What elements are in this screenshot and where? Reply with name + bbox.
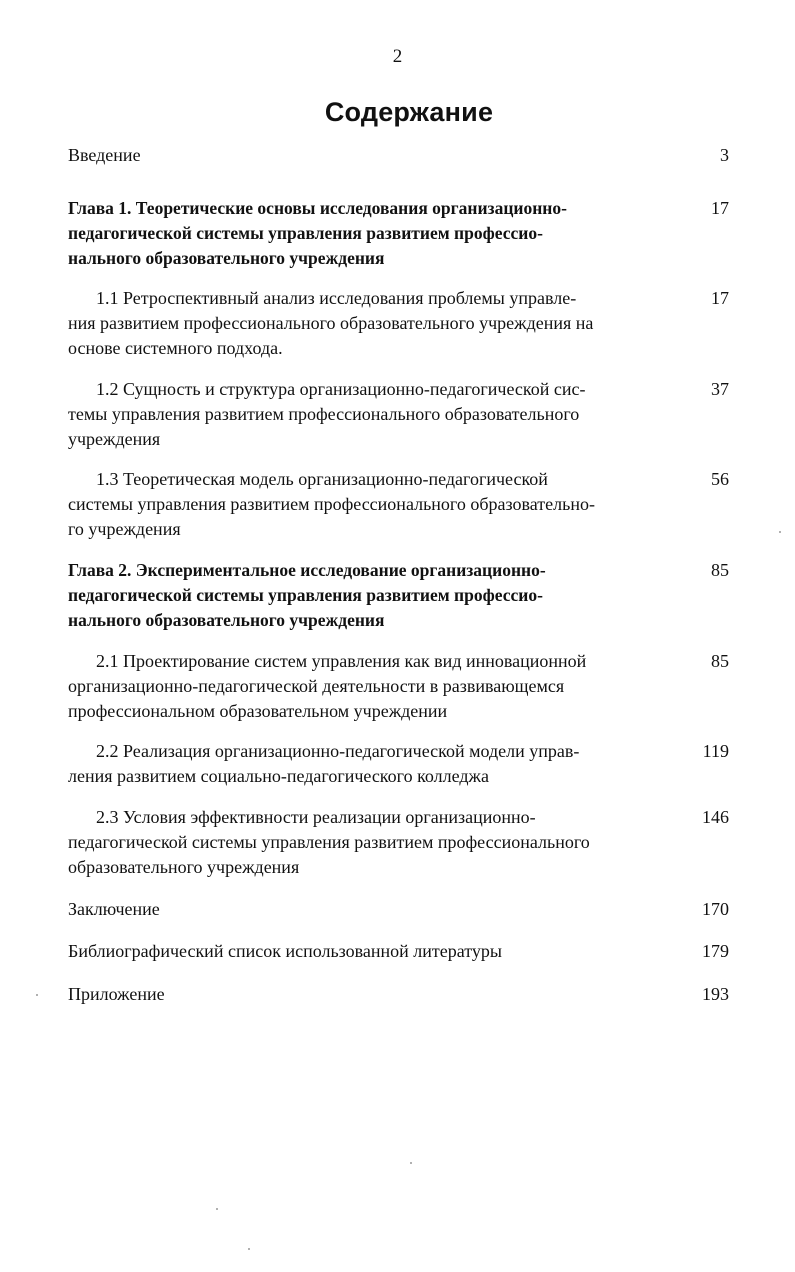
toc-page-number: 17 [711, 288, 729, 308]
toc-line: основе системного подхода. [68, 338, 283, 358]
toc-line: системы управления развитием профессионального образовательно- [68, 494, 595, 514]
scan-speck [216, 1208, 218, 1210]
page-number: 2 [392, 46, 403, 67]
toc-entry-introduction [68, 143, 653, 168]
toc-page-number: 37 [711, 379, 729, 399]
toc-line: Глава 2. Экспериментальное исследование организационно- [68, 560, 546, 580]
toc-line: Приложение [68, 984, 165, 1004]
toc-line: 2.2 Реализация организационно-педагогической модели управ- [96, 741, 580, 761]
toc-line: нального образовательного учреждения [68, 248, 385, 268]
toc-entry-appendix [68, 982, 653, 1007]
toc-page-number: 193 [702, 984, 729, 1004]
toc-line: Заключение [68, 899, 160, 919]
toc-entry-conclusion [68, 897, 653, 922]
scan-speck [248, 1248, 250, 1250]
toc-page-number: 146 [702, 807, 729, 827]
page-title: Содержание [324, 97, 494, 127]
toc-line: учреждения [68, 429, 161, 449]
toc-page-number: 170 [702, 899, 729, 919]
toc-line: организационно-педагогической деятельности в развивающемся [68, 676, 565, 696]
toc-line: 2.3 Условия эффективности реализации организационно- [96, 807, 536, 827]
toc-entry-section-1-1 [68, 286, 653, 361]
toc-line: Глава 1. Теоретические основы исследования организационно- [68, 198, 567, 218]
scan-speck [36, 994, 38, 996]
toc-line: 1.1 Ретроспективный анализ исследования проблемы управле- [96, 288, 577, 308]
toc-line: ния развитием профессионального образовательного учреждения на [68, 313, 594, 333]
toc-line: педагогической системы управления развитием профессио- [68, 223, 543, 243]
toc-page-number: 179 [702, 941, 729, 961]
toc-entry-section-2-2 [68, 739, 653, 789]
toc-entry-section-2-3 [68, 805, 653, 880]
toc-line: педагогической системы управления развитием профессио- [68, 585, 543, 605]
toc-line: 1.3 Теоретическая модель организационно-педагогической [96, 469, 548, 489]
toc-line: Библиографический список использованной литературы [68, 941, 503, 961]
toc-page-number: 85 [711, 560, 729, 580]
toc-line: ления развитием социально-педагогического колледжа [68, 766, 489, 786]
toc-page-number: 85 [711, 651, 729, 671]
toc-line: профессиональном образовательном учреждении [68, 701, 448, 721]
toc-entry-chapter-2 [68, 558, 653, 633]
toc-line: 1.2 Сущность и структура организационно-педагогической сис- [96, 379, 586, 399]
toc-line: Введение [68, 145, 141, 165]
toc-line: 2.1 Проектирование систем управления как вид инновационной [96, 651, 587, 671]
toc-entry-bibliography [68, 939, 653, 964]
scan-speck [410, 1162, 412, 1164]
toc-page-number: 3 [720, 145, 729, 165]
toc-page-number: 56 [711, 469, 729, 489]
toc-entry-section-1-3 [68, 467, 653, 542]
toc-line: нального образовательного учреждения [68, 610, 385, 630]
toc-line: го учреждения [68, 519, 181, 539]
toc-entry-section-2-1 [68, 649, 653, 724]
scan-speck [779, 531, 781, 533]
toc-line: темы управления развитием профессионального образовательного [68, 404, 580, 424]
toc-line: образовательного учреждения [68, 857, 300, 877]
toc-entry-chapter-1 [68, 196, 653, 271]
toc-page-number: 17 [711, 198, 729, 218]
toc-entry-section-1-2 [68, 377, 653, 452]
toc-line: педагогической системы управления развитием профессионального [68, 832, 590, 852]
toc-page-number: 119 [702, 741, 729, 761]
